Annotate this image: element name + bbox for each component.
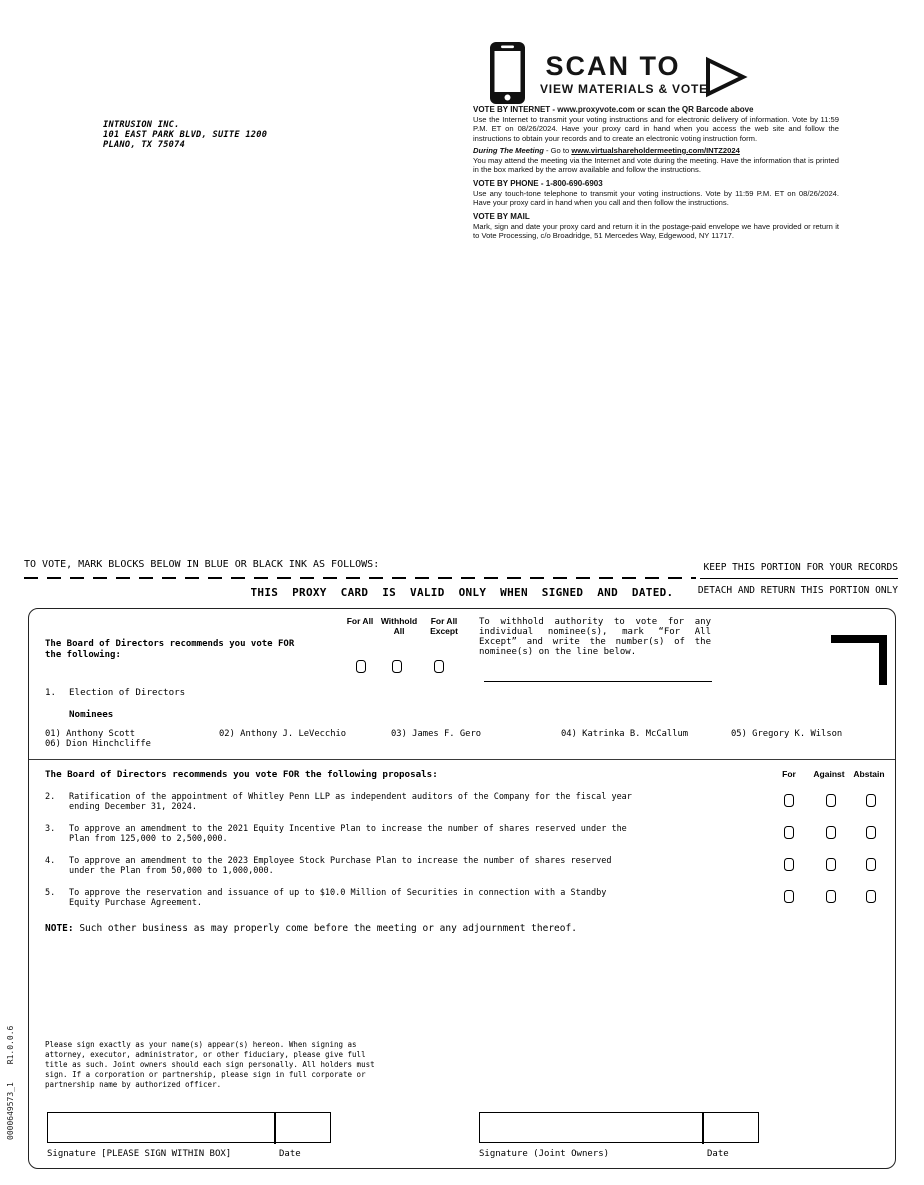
nominee-exception-writein-line[interactable] [484,681,712,682]
directors-recommendation: The Board of Directors recommends you vote FOR the following: [45,639,295,660]
proposal-5-abstain-checkbox[interactable] [866,890,876,903]
vote-by-phone-body: Use any touch-tone telephone to transmit your voting instructions. Vote by 11:59 P.M. ET on 08/26/2024. Have your proxy card in hand when you call and then follow the instructions. [473,188,839,208]
proposal-3-number: 3. [45,824,56,834]
proposal-3 [45,824,641,844]
signature-date-divider [274,1112,276,1144]
nominee-04: 04) Katrinka B. McCallum [561,729,689,739]
during-meeting-separator: - Go to [543,145,572,155]
joint-signature-date-divider [702,1112,704,1144]
valid-when-signed-note: THIS PROXY CARD IS VALID ONLY WHEN SIGNED AND DATED. [250,586,674,599]
scan-banner [540,51,708,96]
company-city-state-zip: PLANO, TX 75074 [103,140,186,150]
company-name: INTRUSION INC. [103,120,180,130]
withhold-authority-note: To withhold authority to vote for any individual nominee(s), mark “For All Except” and write the number(s) of the nominee(s) on the line below. [479,617,711,657]
column-header-for: For [782,769,796,779]
vote-by-phone-heading: VOTE BY PHONE - 1-800-690-6903 [473,178,603,188]
joint-signature-label: Signature (Joint Owners) [479,1149,610,1159]
vote-by-mail-body: Mark, sign and date your proxy card and return it in the postage-paid envelope we have provided or return it to Vote Processing, c/o Broadridge, 51 Mercedes Way, Edgewood, NY 11717. [473,221,839,241]
proposal-3-against-checkbox[interactable] [826,826,836,839]
column-header-for-all: For All [346,616,374,626]
proposal-2-text: Ratification of the appointment of Whitley Penn LLP as independent auditors of the Company for the fiscal year ending December 31, 2024. [69,792,632,812]
company-address-block [103,120,267,150]
proposal-2-against-checkbox[interactable] [826,794,836,807]
vote-by-mail-heading: VOTE BY MAIL [473,212,530,222]
proposal-4-abstain-checkbox[interactable] [866,858,876,871]
column-header-against: Against [813,769,845,779]
election-for-all-checkbox[interactable] [356,660,366,673]
proposal-4-number: 4. [45,856,56,866]
note-text: Such other business as may properly come before the meeting or any adjournment thereof. [73,923,577,934]
proposal-4-text: To approve an amendment to the 2023 Employee Stock Purchase Plan to increase the number of shares reserved under the Plan from 50,000 to 1,000,000. [69,856,612,876]
nominee-03: 03) James F. Gero [391,729,482,739]
item-1-number: 1. [45,687,57,698]
column-header-withhold-all: Withhold All [380,616,418,636]
nominee-02: 02) Anthony J. LeVecchio [219,729,347,739]
during-meeting-label: During The Meeting [473,145,544,155]
proposal-2-number: 2. [45,792,56,802]
nominee-06: 06) Dion Hinchcliffe [45,739,151,749]
signature-box[interactable] [47,1112,331,1143]
proxy-voting-card [28,608,896,1169]
nominee-05: 05) Gregory K. Wilson [731,729,843,739]
item-1-title: Election of Directors [69,687,186,698]
proposal-5-number: 5. [45,888,56,898]
arrow-right-icon [704,56,748,98]
proposal-4-for-checkbox[interactable] [784,858,794,871]
control-number-vertical [6,1026,15,1140]
proposal-3-abstain-checkbox[interactable] [866,826,876,839]
proposal-4-against-checkbox[interactable] [826,858,836,871]
proposal-3-text: To approve an amendment to the 2021 Equity Incentive Plan to increase the number of shares reserved under the Plan from 125,000 to 2,500,000. [69,824,627,844]
election-for-all-except-checkbox[interactable] [434,660,444,673]
company-street: 101 EAST PARK BLVD, SUITE 1200 [103,130,268,140]
note-line [45,923,577,934]
during-meeting-line [473,146,839,156]
nominee-01: 01) Anthony Scott [45,729,136,739]
proposal-4 [45,856,641,876]
vote-by-internet-body: Use the Internet to transmit your voting instructions and for electronic delivery of information. Vote by 11:59 P.M. ET on 08/26/2024. Have your proxy card in hand when you access the web site and follow the instructions to obtain your records and to create an electronic voting instruction form. [473,114,839,144]
note-label: NOTE: [45,923,74,934]
proposal-2 [45,792,641,812]
during-meeting-body: You may attend the meeting via the Internet and vote during the meeting. Have the information that is printed in the box marked by the arrow available and follow the instructions. [473,155,839,175]
voting-instructions [473,105,839,241]
proposal-5 [45,888,641,908]
proposal-5-against-checkbox[interactable] [826,890,836,903]
joint-date-label: Date [707,1149,729,1159]
mark-blocks-instruction: TO VOTE, MARK BLOCKS BELOW IN BLUE OR BLACK INK AS FOLLOWS: [24,559,380,570]
proposals-recommendation: The Board of Directors recommends you vote FOR the following proposals: [45,769,438,780]
election-withhold-all-checkbox[interactable] [392,660,402,673]
smartphone-icon [489,41,526,105]
vote-by-internet-heading: VOTE BY INTERNET - www.proxyvote.com or scan the QR Barcode above [473,105,754,114]
proposal-5-text: To approve the reservation and issuance of up to $10.0 Million of Securities in connection with a Standby Equity Purchase Agreement. [69,888,607,908]
column-header-for-all-except: For All Except [430,616,458,636]
scan-to-subtitle: VIEW MATERIALS & VOTE [540,82,708,96]
detach-portion-note: DETACH AND RETURN THIS PORTION ONLY [697,585,898,596]
column-header-abstain: Abstain [853,769,885,779]
scan-to-title: SCAN TO [545,51,681,81]
joint-signature-box[interactable] [479,1112,759,1143]
detach-dashed-line [24,577,696,579]
virtual-meeting-link[interactable]: www.virtualshareholdermeeting.com/INTZ2024 [571,145,740,155]
section-divider [29,759,895,760]
proposal-5-for-checkbox[interactable] [784,890,794,903]
keep-portion-underline [700,578,898,579]
signature-label: Signature [PLEASE SIGN WITHIN BOX] [47,1149,232,1159]
proposal-2-abstain-checkbox[interactable] [866,794,876,807]
keep-portion-note: KEEP THIS PORTION FOR YOUR RECORDS [703,562,898,573]
registration-corner-mark-vertical [879,635,887,685]
signature-instructions: Please sign exactly as your name(s) appear(s) hereon. When signing as attorney, executor, administrator, or other fiduciary, please give full title as such. Joint owners should each sign personally. All holders must sign. If a corporation or partnership, please sign in full corporate or partnership name by authorized officer. [45,1040,375,1089]
proposal-3-for-checkbox[interactable] [784,826,794,839]
proposal-2-for-checkbox[interactable] [784,794,794,807]
control-number: 0000649573_1 [6,1082,15,1140]
revision-number: R1.0.0.6 [6,1025,15,1065]
nominees-label: Nominees [69,709,114,720]
signature-date-label: Date [279,1149,301,1159]
